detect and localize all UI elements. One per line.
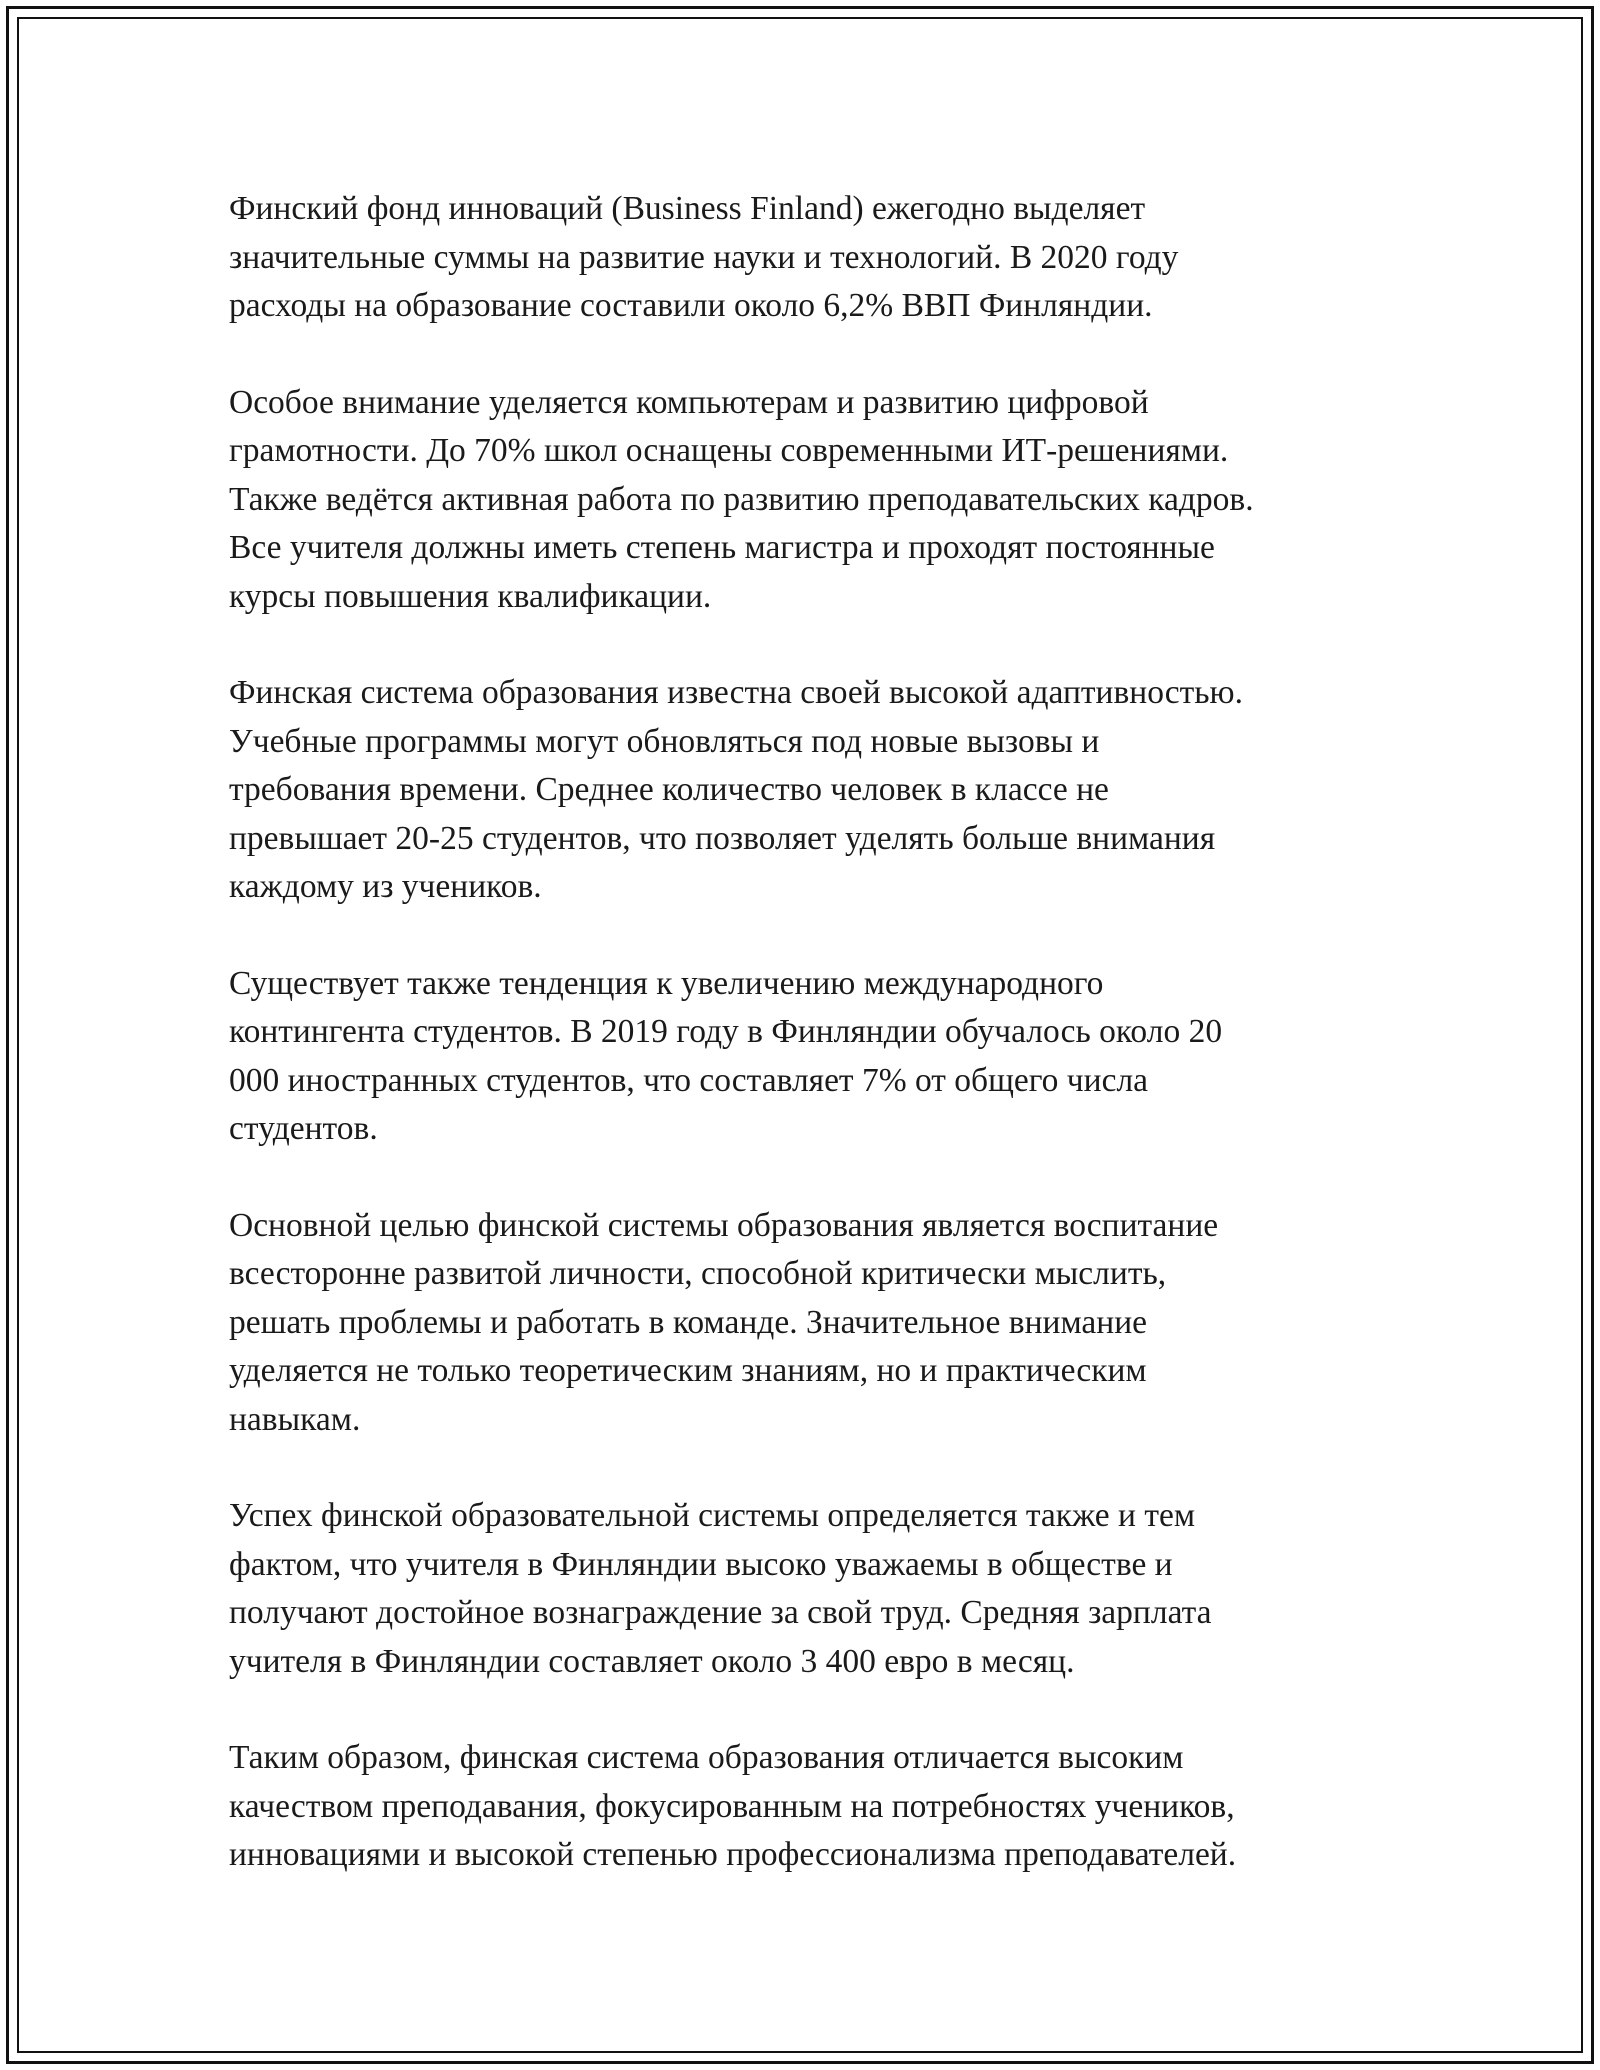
text-line: Таким образом, финская система образования отличается высоким [229, 1739, 1184, 1776]
text-line: контингента студентов. В 2019 году в Финляндии обучалось около 20 [229, 1013, 1223, 1050]
text-line: всесторонне развитой личности, способной критически мыслить, [229, 1255, 1167, 1292]
text-line: навыкам. [229, 1400, 361, 1438]
text-line: Особое внимание уделяется компьютерам и развитию цифровой [229, 383, 1149, 421]
paragraph-international-students [229, 960, 1409, 1154]
text-line: грамотности. До 70% школ оснащены современными ИТ-решениями. [229, 432, 1229, 469]
text-line: 000 иностранных студентов, что составляет 7% от общего числа [229, 1061, 1149, 1099]
paragraph-digital-literacy [229, 379, 1409, 622]
paragraph-education-goals [229, 1202, 1409, 1445]
text-line: инновациями и высокой степенью профессионализма преподавателей. [229, 1836, 1237, 1873]
text-line: решать проблемы и работать в команде. Значительное внимание [229, 1303, 1148, 1341]
text-line: Финский фонд инноваций (Business Finland) ежегодно выделяет [229, 190, 1146, 227]
text-line: студентов. [229, 1110, 378, 1147]
text-line: курсы повышения квалификации. [229, 577, 712, 615]
paragraph-teacher-status [229, 1492, 1409, 1686]
text-line: Учебные программы могут обновляться под новые вызовы и [229, 722, 1100, 760]
text-line: превышает 20-25 студентов, что позволяет уделять больше внимания [229, 819, 1216, 857]
text-line: получают достойное вознаграждение за свой труд. Средняя зарплата [229, 1594, 1212, 1631]
paragraph-conclusion [229, 1734, 1409, 1880]
text-line: Существует также тенденция к увеличению международного [229, 964, 1104, 1002]
text-line: фактом, что учителя в Финляндии высоко уважаемы в обществе и [229, 1545, 1173, 1583]
document-body [229, 185, 1409, 1928]
paragraph-adaptivity [229, 669, 1409, 912]
paragraph-innovation-funding [229, 185, 1409, 331]
text-line: каждому из учеников. [229, 868, 542, 905]
text-line: уделяется не только теоретическим знаниям, но и практическим [229, 1352, 1147, 1389]
text-line: Также ведётся активная работа по развитию преподавательских кадров. [229, 480, 1254, 518]
text-line: требования времени. Среднее количество человек в классе не [229, 771, 1109, 808]
text-line: Успех финской образовательной системы определяется также и тем [229, 1497, 1196, 1534]
text-line: качеством преподавания, фокусированным на потребностях учеников, [229, 1787, 1235, 1825]
text-line: Основной целью финской системы образования является воспитание [229, 1206, 1219, 1244]
text-line: Все учителя должны иметь степень магистра и проходят постоянные [229, 529, 1215, 566]
text-line: учителя в Финляндии составляет около 3 400 евро в месяц. [229, 1642, 1075, 1680]
text-line: значительные суммы на развитие науки и технологий. В 2020 году [229, 238, 1179, 276]
text-line: Финская система образования известна своей высокой адаптивностью. [229, 674, 1243, 711]
text-line: расходы на образование составили около 6,2% ВВП Финляндии. [229, 287, 1153, 324]
